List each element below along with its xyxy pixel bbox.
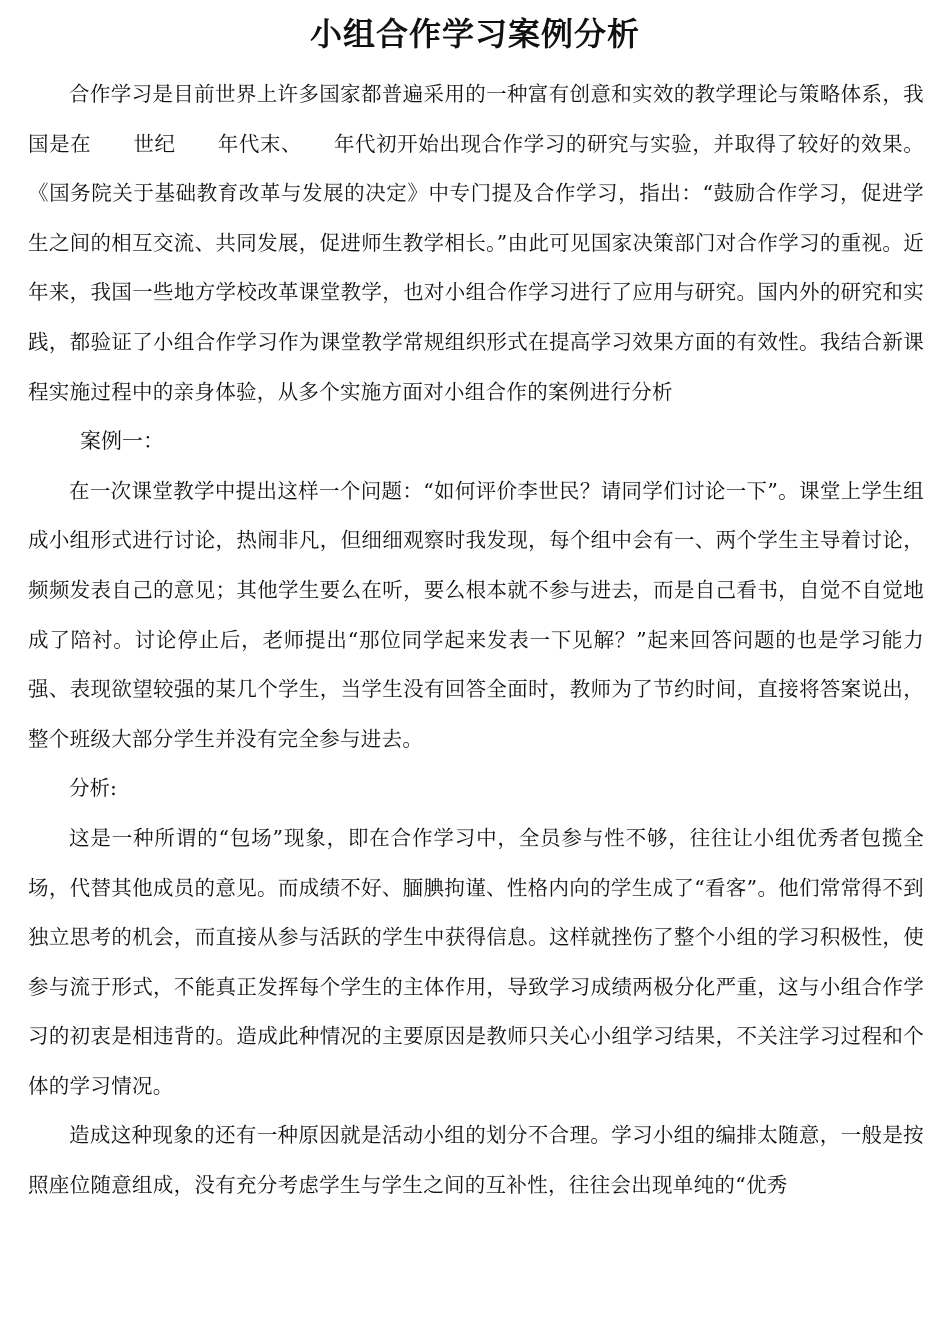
intro-paragraph: 合作学习是目前世界上许多国家都普遍采用的一种富有创意和实效的教学理论与策略体系，我国是在 世纪 年代末、 年代初开始出现合作学习的研究与实验，并取得了较好的效果。《国务院关于基础教育改革与发展的决定》中专门提及合作学习，指出：“鼓励合作学习，促进学生之间的相互交流、共同发展，促进师生教学相长。”由此可见国家决策部门对合作学习的重视。近年来，我国一些地方学校改革课堂教学，也对小组合作学习进行了应用与研究。国内外的研究和实践，都验证了小组合作学习作为课堂教学常规组织形式在提高学习效果方面的有效性。我结合新课程实施过程中的亲身体验，从多个实施方面对小组合作的案例进行分析 (28, 82, 924, 404)
analysis-paragraph-1: 这是一种所谓的“包场”现象，即在合作学习中，全员参与性不够，往往让小组优秀者包揽全场，代替其他成员的意见。而成绩不好、腼腆拘谨、性格内向的学生成了“看客”。他们常常得不到独立思考的机会，而直接从参与活跃的学生中获得信息。这样就挫伤了整个小组的学习积极性，使参与流于形式，不能真正发挥每个学生的主体作用，导致学习成绩两极分化严重，这与小组合作学习的初衷是相违背的。造成此种情况的主要原因是教师只关心小组学习结果，不关注学习过程和个体的学习情况。 (28, 825, 924, 1098)
case-one-heading: 案例一： (80, 429, 164, 454)
analysis-paragraph-2: 造成这种现象的还有一种原因就是活动小组的划分不合理。学习小组的编排太随意，一般是按照座位随意组成，没有充分考虑学生与学生之间的互补性，往往会出现单纯的“优秀 (28, 1123, 924, 1198)
document-title: 小组合作学习案例分析 (309, 15, 640, 53)
analysis-label: 分析: (69, 776, 117, 801)
document-body (28, 70, 924, 1211)
case-one-paragraph: 在一次课堂教学中提出这样一个问题：“如何评价李世民？请同学们讨论一下”。课堂上学生组成小组形式进行讨论，热闹非凡，但细细观察时我发现，每个组中会有一、两个学生主导着讨论，频频发表自己的意见；其他学生要么在听，要么根本就不参与进去，而是自己看书，自觉不自觉地成了陪衬。讨论停止后，老师提出“那位同学起来发表一下见解？”起来回答问题的也是学习能力强、表现欲望较强的某几个学生，当学生没有回答全面时，教师为了节约时间，直接将答案说出，整个班级大部分学生并没有完全参与进去。 (28, 478, 924, 751)
